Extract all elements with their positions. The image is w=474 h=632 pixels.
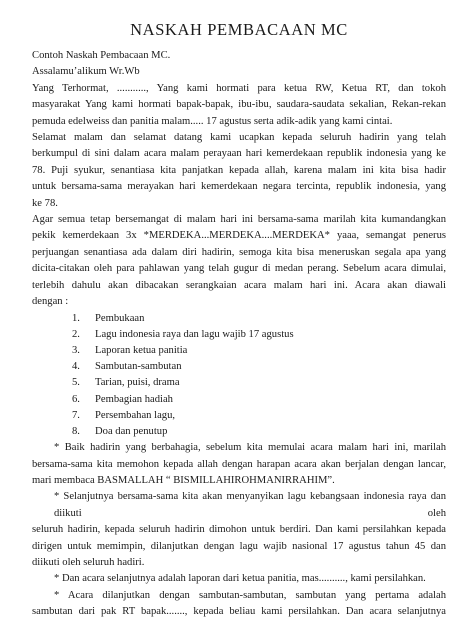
paragraph-line: 78. Puji syukur, senantiasa kita panjatkan kepada allah, karena malam ini kita bisa hadir (32, 164, 446, 176)
agenda-item-number: 7. (72, 409, 80, 421)
paragraph-line: Assalamu’alikum Wr.Wb (32, 66, 140, 78)
agenda-item-number: 8. (72, 425, 80, 437)
paragraph-line: ke 78. (32, 197, 58, 209)
document-title: NASKAH PEMBACAAN MC (130, 20, 348, 39)
paragraph-line: Contoh Naskah Pembacaan MC. (32, 50, 171, 61)
paragraph-line: * Baik hadirin yang berbahagia, sebelum kita memulai acara malam hari ini, marilah (54, 442, 446, 454)
paragraph-line: dirigen untuk memimpin, dilanjutkan dengan lagu wajib nasional 17 agustus tahun 45 dan (32, 540, 446, 552)
paragraph-line: untuk bersama-sama merayakan hari kemerdekaan negara tercinta, republik indonesia, yang (32, 181, 446, 193)
agenda-item (32, 311, 446, 327)
paragraph-line: diikuti oleh seluruh hadiri. (32, 556, 145, 568)
paragraph-line: mari membaca BASMALLAH “ BISMILLAHIROHMANIRRAHIM”. (32, 474, 335, 486)
paragraph-line: sambutan dari pak RT bapak......., kepada beliau kami persilahkan. Dan acara selanjutnya (32, 606, 446, 618)
agenda-item-label: Doa dan penutup (95, 425, 168, 437)
paragraph-line: perjuangan senantiasa ada dalam diri hadirin, semoga kita bisa meneruskan segala apa yang (32, 246, 446, 258)
agenda-item-label: Laporan ketua panitia (95, 344, 188, 356)
agenda-item-number: 1. (72, 312, 80, 324)
paragraph-line: seluruh hadirin, kepada seluruh hadirin dimohon untuk berdiri. Dan kami persilahkan kepada (32, 524, 446, 536)
agenda-item (32, 408, 446, 424)
paragraph-line: * Selanjutnya bersama-sama kita akan menyanyikan lagu kebangsaan indonesia raya dan diikuti oleh (54, 491, 446, 519)
closing-section (32, 440, 446, 620)
agenda-item-label: Tarian, puisi, drama (95, 377, 180, 389)
paragraph-line: dengan : (32, 296, 69, 308)
paragraph-line: terlebih dahulu akan dibacakan serangkaian acara malam hari ini. Acara akan diawali (32, 279, 446, 291)
agenda-item (32, 375, 446, 391)
paragraph-line: berkumpul di sini dalam acara malam perayaan hari kemerdekaan republik indonesia yang ke (32, 148, 446, 160)
agenda-item-label: Lagu indonesia raya dan lagu wajib 17 agustus (95, 328, 294, 340)
paragraph-line: pemuda edelweiss dan panitia malam..... 17 agustus serta adik-adik yang kami cintai. (32, 115, 393, 127)
agenda-list (32, 311, 446, 441)
paragraph-line: pekik kemerdekaan 3x *MERDEKA...MERDEKA....MERDEKA* yaaa, semangat penerus (32, 230, 446, 242)
agenda-item-number: 6. (72, 393, 80, 405)
agenda-item-number: 2. (72, 328, 80, 340)
agenda-item-label: Pembukaan (95, 312, 145, 324)
intro-section (32, 48, 446, 311)
agenda-item (32, 392, 446, 408)
agenda-item-label: Pembagian hadiah (95, 393, 173, 405)
paragraph-line: Selamat malam dan selamat datang kami ucapkan kepada seluruh hadirin yang telah (32, 132, 446, 144)
agenda-item (32, 424, 446, 440)
paragraph-line: * Dan acara selanjutnya adalah laporan dari ketua panitia, mas.........., kami persilahkan. (54, 573, 426, 585)
agenda-item-number: 5. (72, 377, 80, 389)
paragraph-line: Agar semua tetap bersemangat di malam hari ini bersama-sama marilah kita kumandangkan (32, 214, 446, 226)
paragraph-line: bersama-sama kita memohon kepada allah dengan harapan acara akan berjalan dengan lancar, (32, 458, 446, 470)
agenda-item (32, 359, 446, 375)
agenda-item-number: 3. (72, 344, 80, 356)
agenda-item-label: Persembahan lagu, (95, 409, 176, 421)
paragraph-line: masyarakat Yang kami hormati bapak-bapak, ibu-ibu, saudara-saudata sekalian, Rekan-rekan (32, 99, 446, 111)
agenda-item (32, 327, 446, 343)
paragraph-line: Yang Terhormat, ..........., Yang kami hormati para ketua RW, Ketua RT, dan tokoh (32, 82, 446, 94)
agenda-item (32, 343, 446, 359)
paragraph-line: * Acara dilanjutkan dengan sambutan-sambutan, sambutan yang pertama adalah (54, 589, 446, 601)
agenda-item-label: Sambutan-sambutan (95, 361, 182, 373)
paragraph-line: dicita-citakan oleh para pahlawan yang telah gugur di medan perang. Sebelum acara dimulai, (32, 263, 446, 275)
agenda-item-number: 4. (72, 361, 80, 373)
